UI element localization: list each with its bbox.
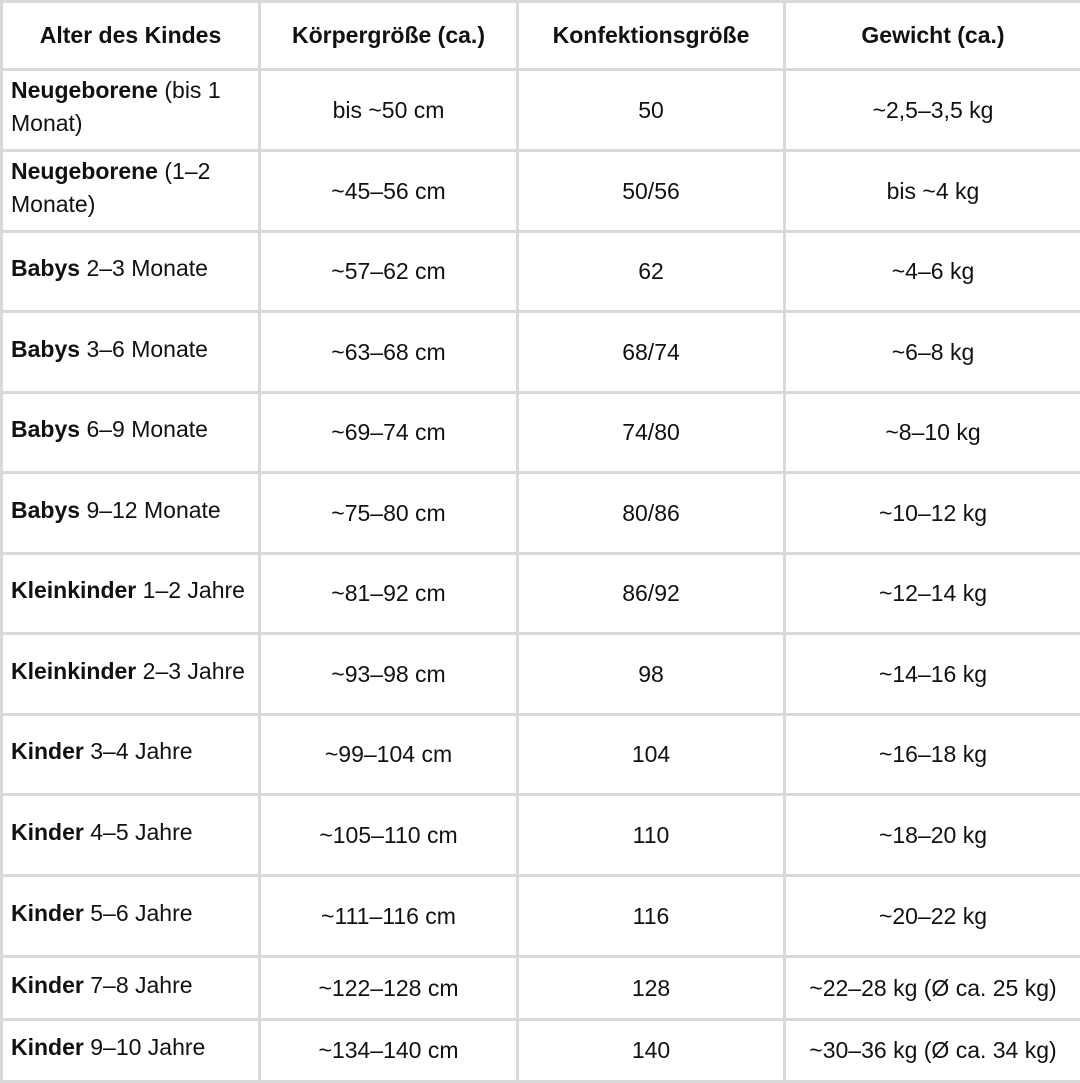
table-row — [2, 393, 1080, 473]
cell-weight: ~6–8 kg — [785, 312, 1080, 393]
cell-height: bis ~50 cm — [260, 70, 518, 151]
age-group-label: Babys — [11, 497, 80, 523]
cell-clothing-size: 62 — [518, 232, 785, 312]
age-group-label: Kinder — [11, 819, 84, 845]
cell-weight: ~14–16 kg — [785, 634, 1080, 715]
cell-clothing-size: 86/92 — [518, 554, 785, 634]
cell-age — [2, 473, 260, 554]
age-detail-label: 2–3 Monate — [86, 255, 207, 281]
age-group-label: Neugeborene — [11, 77, 158, 103]
header-clothing-size: Konfektionsgröße — [518, 2, 785, 70]
cell-height: ~93–98 cm — [260, 634, 518, 715]
cell-age — [2, 715, 260, 795]
cell-height: ~45–56 cm — [260, 151, 518, 232]
header-weight: Gewicht (ca.) — [785, 2, 1080, 70]
cell-height: ~81–92 cm — [260, 554, 518, 634]
cell-age — [2, 957, 260, 1020]
age-detail-label: (1–2 Monate) — [11, 158, 210, 217]
table-row — [2, 554, 1080, 634]
age-detail-label: 2–3 Jahre — [143, 658, 245, 684]
cell-age — [2, 151, 260, 232]
table-row — [2, 634, 1080, 715]
age-group-label: Kinder — [11, 972, 84, 998]
age-detail-label: 3–4 Jahre — [90, 738, 192, 764]
cell-clothing-size: 128 — [518, 957, 785, 1020]
table-row — [2, 957, 1080, 1020]
age-detail-label: 5–6 Jahre — [90, 900, 192, 926]
table-row — [2, 473, 1080, 554]
cell-weight: ~8–10 kg — [785, 393, 1080, 473]
cell-height: ~75–80 cm — [260, 473, 518, 554]
cell-age — [2, 70, 260, 151]
table-body — [2, 70, 1080, 1082]
cell-weight: ~2,5–3,5 kg — [785, 70, 1080, 151]
cell-weight: ~20–22 kg — [785, 876, 1080, 957]
age-group-label: Babys — [11, 255, 80, 281]
age-detail-label: 9–12 Monate — [86, 497, 220, 523]
age-group-label: Kinder — [11, 738, 84, 764]
cell-height: ~122–128 cm — [260, 957, 518, 1020]
cell-weight: ~10–12 kg — [785, 473, 1080, 554]
cell-age — [2, 312, 260, 393]
cell-height: ~111–116 cm — [260, 876, 518, 957]
age-group-label: Neugeborene — [11, 158, 158, 184]
cell-clothing-size: 68/74 — [518, 312, 785, 393]
cell-clothing-size: 50 — [518, 70, 785, 151]
cell-age — [2, 1020, 260, 1082]
table-row — [2, 1020, 1080, 1082]
age-detail-label: 4–5 Jahre — [90, 819, 192, 845]
cell-clothing-size: 104 — [518, 715, 785, 795]
cell-weight: bis ~4 kg — [785, 151, 1080, 232]
header-age: Alter des Kindes — [2, 2, 260, 70]
cell-age — [2, 876, 260, 957]
cell-height: ~63–68 cm — [260, 312, 518, 393]
cell-height: ~99–104 cm — [260, 715, 518, 795]
age-group-label: Kleinkinder — [11, 658, 136, 684]
age-group-label: Babys — [11, 336, 80, 362]
table-row — [2, 715, 1080, 795]
cell-clothing-size: 116 — [518, 876, 785, 957]
cell-height: ~134–140 cm — [260, 1020, 518, 1082]
age-group-label: Kleinkinder — [11, 577, 136, 603]
cell-height: ~57–62 cm — [260, 232, 518, 312]
cell-clothing-size: 74/80 — [518, 393, 785, 473]
table-row — [2, 232, 1080, 312]
age-detail-label: 3–6 Monate — [86, 336, 207, 362]
cell-clothing-size: 50/56 — [518, 151, 785, 232]
cell-clothing-size: 110 — [518, 795, 785, 876]
cell-age — [2, 393, 260, 473]
age-detail-label: 6–9 Monate — [86, 416, 207, 442]
table-row — [2, 70, 1080, 151]
age-group-label: Babys — [11, 416, 80, 442]
age-group-label: Kinder — [11, 900, 84, 926]
age-detail-label: 7–8 Jahre — [90, 972, 192, 998]
cell-clothing-size: 140 — [518, 1020, 785, 1082]
cell-age — [2, 634, 260, 715]
cell-age — [2, 795, 260, 876]
header-row — [2, 2, 1080, 70]
cell-weight: ~22–28 kg (Ø ca. 25 kg) — [785, 957, 1080, 1020]
cell-clothing-size: 98 — [518, 634, 785, 715]
cell-weight: ~18–20 kg — [785, 795, 1080, 876]
age-detail-label: 9–10 Jahre — [90, 1034, 205, 1060]
table-row — [2, 151, 1080, 232]
cell-weight: ~16–18 kg — [785, 715, 1080, 795]
age-detail-label: 1–2 Jahre — [143, 577, 245, 603]
age-group-label: Kinder — [11, 1034, 84, 1060]
cell-height: ~105–110 cm — [260, 795, 518, 876]
cell-age — [2, 232, 260, 312]
cell-clothing-size: 80/86 — [518, 473, 785, 554]
cell-height: ~69–74 cm — [260, 393, 518, 473]
table-row — [2, 795, 1080, 876]
table-row — [2, 312, 1080, 393]
header-height: Körpergröße (ca.) — [260, 2, 518, 70]
cell-weight: ~30–36 kg (Ø ca. 34 kg) — [785, 1020, 1080, 1082]
age-detail-label: (bis 1 Monat) — [11, 77, 221, 136]
cell-weight: ~12–14 kg — [785, 554, 1080, 634]
cell-weight: ~4–6 kg — [785, 232, 1080, 312]
table-row — [2, 876, 1080, 957]
cell-age — [2, 554, 260, 634]
